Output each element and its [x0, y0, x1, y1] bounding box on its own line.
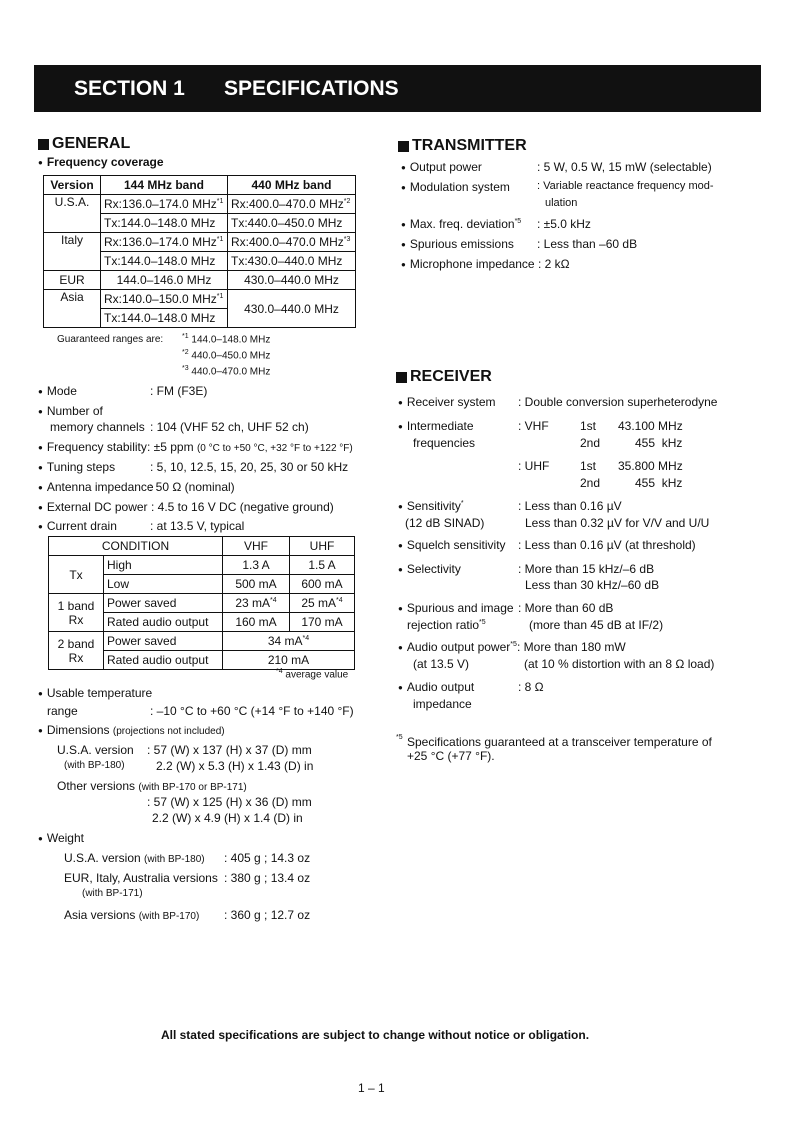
- table-header: UHF: [290, 537, 355, 556]
- dc-label: ● External DC power: [38, 500, 148, 514]
- table-cell: 500 mA: [223, 575, 290, 594]
- receiver-heading: [396, 368, 492, 386]
- guaranteed-range: $^{*2}$ 440.0–450.0 MHz: [182, 349, 271, 362]
- weight-asia-value: : 360 g ; 12.7 oz: [224, 908, 311, 922]
- weight-usa-value: : 405 g ; 14.3 oz: [224, 851, 311, 865]
- table-cell: 1.5 A: [290, 556, 355, 575]
- general-heading-text: GENERAL: [52, 135, 131, 152]
- table-cell: Rx:400.0–470.0 MHz$^{*2}$: [228, 195, 356, 214]
- spurious-label: ● Spurious emissions: [401, 237, 514, 251]
- transmitter-heading-text: TRANSMITTER: [412, 137, 527, 154]
- receiver-heading-text: RECEIVER: [410, 368, 492, 385]
- table-cell: Tx:144.0–148.0 MHz: [101, 309, 228, 328]
- table-header: Version: [44, 176, 101, 195]
- image-rejection-label: ● Spurious and image: [398, 601, 514, 615]
- table-cell: Italy: [44, 233, 101, 271]
- dim-usa-value: : 57 (W) x 137 (H) x 37 (D) mm: [147, 743, 312, 757]
- table-cell: Tx: [49, 556, 104, 594]
- guaranteed-range: $^{*3}$ 440.0–470.0 MHz: [182, 365, 271, 378]
- table-cell: Power saved: [104, 632, 223, 651]
- selectivity-value-2: Less than 30 kHz/–60 dB: [525, 578, 660, 592]
- page-number: 1 – 1: [358, 1081, 385, 1095]
- if-uhf-1st: 1st: [580, 459, 597, 473]
- table-cell: Rx:136.0–174.0 MHz$^{*1}$: [101, 233, 228, 252]
- guaranteed-range: $^{*1}$ 144.0–148.0 MHz: [182, 333, 271, 346]
- selectivity-value: : More than 15 kHz/–6 dB: [518, 562, 655, 576]
- dim-usa-sub: (with BP-180): [64, 760, 125, 771]
- audio-impedance-label-2: impedance: [413, 697, 472, 711]
- table-cell: 23 $mA^{*4}$: [223, 594, 290, 613]
- freq-stability-label: ● Frequency stability: [38, 440, 147, 454]
- table-cell: 600 mA: [290, 575, 355, 594]
- weight-usa-label: U.S.A. version (with BP-180): [64, 851, 205, 865]
- footer-note: All stated specifications are subject to change without notice or obligation.: [160, 1028, 590, 1042]
- table-cell: Rx:400.0–470.0 MHz$^{*3}$: [228, 233, 356, 252]
- table-cell: EUR: [44, 271, 101, 290]
- weight-eur-note: (with BP-171): [82, 888, 143, 899]
- dim-usa-value-2: 2.2 (W) x 5.3 (H) x 1.43 (D) in: [156, 759, 314, 773]
- table-cell: Power saved: [104, 594, 223, 613]
- table-header: 440 MHz band: [228, 176, 356, 195]
- image-rejection-label-2: rejection ratio$^{*5}$: [407, 618, 486, 632]
- table-header: VHF: [223, 537, 290, 556]
- table-cell: Rx:136.0–174.0 MHz$^{*1}$: [101, 195, 228, 214]
- memory-label-2: memory channels: [50, 420, 145, 434]
- audio-output-power-value-2: (at 10 % distortion with an 8 Ω load): [524, 657, 715, 671]
- dim-other-value-2: 2.2 (W) x 4.9 (H) x 1.4 (D) in: [152, 811, 303, 825]
- if-vhf-1st: 1st: [580, 419, 597, 433]
- spurious-value: : Less than –60 dB: [537, 237, 638, 251]
- sensitivity-label: ● Sensitivity*: [398, 499, 464, 513]
- squelch-label: ● Squelch sensitivity: [398, 538, 506, 552]
- mode-value: : FM (F3E): [150, 384, 208, 398]
- if-label: ● Intermediate: [398, 419, 474, 433]
- table-cell: 430.0–440.0 MHz: [228, 271, 356, 290]
- guaranteed-label: Guaranteed ranges are:: [57, 334, 164, 345]
- table-cell: Tx:430.0–440.0 MHz: [228, 252, 356, 271]
- mode-label: ● Mode: [38, 384, 77, 398]
- antenna-label: ● Antenna impedance: [38, 480, 154, 494]
- receiver-footnote-2: +25 °C (+77 °F).: [407, 749, 495, 763]
- memory-label: ● Number of: [38, 404, 103, 418]
- table-cell: Rated audio output: [104, 651, 223, 670]
- table-cell: 1 band Rx: [49, 594, 104, 632]
- memory-value: : 104 (VHF 52 ch, UHF 52 ch): [150, 420, 309, 434]
- squelch-value: : Less than 0.16 µV (at threshold): [518, 538, 696, 552]
- weight-asia-label: Asia versions (with BP-170): [64, 908, 200, 922]
- audio-output-power-value: : More than 180 mW: [517, 640, 626, 654]
- dim-other-label: Other versions (with BP-170 or BP-171): [57, 779, 247, 793]
- deviation-label: ● Max. freq. deviation$^{*5}$: [401, 217, 521, 231]
- table-cell: Low: [104, 575, 223, 594]
- output-power-label: ● Output power: [401, 160, 482, 174]
- current-value: : at 13.5 V, typical: [150, 519, 245, 533]
- table-cell: 34 $mA^{*4}$: [223, 632, 355, 651]
- section-title: SPECIFICATIONS: [224, 76, 399, 100]
- deviation-value: : ±5.0 kHz: [537, 217, 591, 231]
- table-cell: Asia: [44, 290, 101, 328]
- temp-label-2: range: [47, 704, 78, 718]
- average-note: $^{*4}$ average value: [276, 668, 349, 681]
- antenna-value: : 50 Ω (nominal): [149, 480, 235, 494]
- audio-output-power-label-2: (at 13.5 V): [413, 657, 470, 671]
- square-bullet-icon: [38, 139, 49, 150]
- table-cell: 210 mA: [223, 651, 355, 670]
- modulation-value-2: ulation: [545, 197, 578, 209]
- table-cell: 1.3 A: [223, 556, 290, 575]
- table-cell: Rx:140.0–150.0 MHz$^{*1}$: [101, 290, 228, 309]
- mic-impedance: ● Microphone impedance : 2 kΩ: [401, 257, 570, 271]
- sensitivity-label-2: (12 dB SINAD): [405, 516, 485, 530]
- table-cell: 144.0–146.0 MHz: [101, 271, 228, 290]
- square-bullet-icon: [398, 141, 409, 152]
- freq-coverage-label: ● Frequency coverage: [38, 155, 164, 169]
- table-header: CONDITION: [49, 537, 223, 556]
- selectivity-label: ● Selectivity: [398, 562, 461, 576]
- if-label-2: frequencies: [413, 436, 476, 450]
- modulation-value: : Variable reactance frequency mod-: [537, 180, 714, 192]
- table-cell: Tx:144.0–148.0 MHz: [101, 214, 228, 233]
- receiver-footnote: Specifications guaranteed at a transceiver temperature of: [407, 735, 712, 749]
- modulation-label: ● Modulation system: [401, 180, 510, 194]
- receiver-system-value: : Double conversion superheterodyne: [518, 395, 718, 409]
- general-heading: [38, 135, 130, 153]
- receiver-footnote-mark: *5: [396, 734, 403, 741]
- temp-value: : –10 °C to +60 °C (+14 °F to +140 °F): [150, 704, 354, 718]
- audio-impedance-value: : 8 Ω: [518, 680, 544, 694]
- dc-value: : 4.5 to 16 V DC (negative ground): [151, 500, 334, 514]
- sensitivity-value: : Less than 0.16 µV: [518, 499, 622, 513]
- dim-other-value: : 57 (W) x 125 (H) x 36 (D) mm: [147, 795, 312, 809]
- tuning-label: ● Tuning steps: [38, 460, 115, 474]
- if-uhf-2nd-value: 455 kHz: [635, 476, 683, 490]
- image-rejection-value: : More than 60 dB: [518, 601, 614, 615]
- weight-eur-label: EUR, Italy, Australia versions: [64, 871, 218, 885]
- sensitivity-value-2: Less than 0.32 µV for V/V and U/U: [525, 516, 710, 530]
- transmitter-heading: [398, 137, 527, 155]
- if-uhf-1st-value: 35.800 MHz: [618, 459, 683, 473]
- current-table: [48, 536, 355, 670]
- freq-stability-value: : ±5 ppm (0 °C to +50 °C, +32 °F to +122 °F): [147, 440, 353, 454]
- table-cell: 25 $mA^{*4}$: [290, 594, 355, 613]
- output-power-value: : 5 W, 0.5 W, 15 mW (selectable): [537, 160, 712, 174]
- table-cell: 430.0–440.0 MHz: [228, 290, 356, 328]
- table-cell: High: [104, 556, 223, 575]
- temp-label: ● Usable temperature: [38, 686, 152, 700]
- dimensions-label: ● Dimensions (projections not included): [38, 723, 225, 737]
- section-number: SECTION 1: [74, 76, 185, 100]
- weight-eur-value: : 380 g ; 13.4 oz: [224, 871, 311, 885]
- if-uhf: : UHF: [518, 459, 550, 473]
- tuning-value: : 5, 10, 12.5, 15, 20, 25, 30 or 50 kHz: [150, 460, 349, 474]
- current-label: ● Current drain: [38, 519, 117, 533]
- if-vhf-1st-value: 43.100 MHz: [618, 419, 683, 433]
- table-cell: Rated audio output: [104, 613, 223, 632]
- if-vhf-2nd-value: 455 kHz: [635, 436, 683, 450]
- if-vhf-2nd: 2nd: [580, 436, 601, 450]
- table-cell: Tx:440.0–450.0 MHz: [228, 214, 356, 233]
- if-uhf-2nd: 2nd: [580, 476, 601, 490]
- table-cell: 170 mA: [290, 613, 355, 632]
- audio-impedance-label: ● Audio output: [398, 680, 474, 694]
- weight-label: ● Weight: [38, 831, 84, 845]
- table-cell: U.S.A.: [44, 195, 101, 233]
- dim-usa-label: U.S.A. version: [57, 743, 134, 757]
- table-cell: Tx:144.0–148.0 MHz: [101, 252, 228, 271]
- audio-output-power-label: ● Audio output power$^{*5}$: [398, 640, 517, 654]
- if-vhf: : VHF: [518, 419, 549, 433]
- table-cell: 2 band Rx: [49, 632, 104, 670]
- section-banner: [34, 65, 761, 112]
- table-header: 144 MHz band: [101, 176, 228, 195]
- table-cell: 160 mA: [223, 613, 290, 632]
- frequency-table: [43, 175, 356, 328]
- receiver-system-label: ● Receiver system: [398, 395, 496, 409]
- image-rejection-value-2: (more than 45 dB at IF/2): [529, 618, 664, 632]
- square-bullet-icon: [396, 372, 407, 383]
